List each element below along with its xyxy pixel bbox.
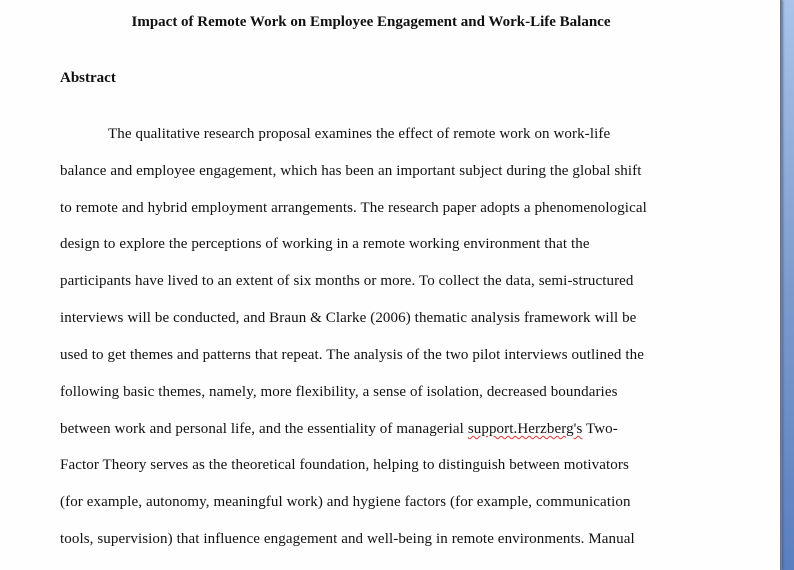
paragraph-line: participants have lived to an extent of six months or more. To collect the data, semi-structured (60, 273, 634, 289)
paragraph-line-spellcheck (60, 421, 618, 438)
workspace-background (784, 0, 794, 570)
paragraph-line: Factor Theory serves as the theoretical foundation, helping to distinguish between motivators (60, 457, 629, 473)
paragraph-line: tools, supervision) that influence engagement and well-being in remote environments. Manual (60, 531, 635, 547)
document-title: Impact of Remote Work on Employee Engagement and Work-Life Balance (131, 14, 611, 30)
paragraph-line: (for example, autonomy, meaningful work) and hygiene factors (for example, communication (60, 494, 631, 510)
paragraph-line: design to explore the perceptions of working in a remote working environment that the (60, 236, 590, 252)
spellcheck-flagged-word[interactable]: support.Herzberg's (467, 421, 583, 437)
paragraph-line: balance and employee engagement, which has been an important subject during the global shift (60, 163, 642, 179)
line-text-after: Two- (582, 421, 618, 437)
line-text-before: between work and personal life, and the essentiality of managerial (60, 421, 468, 437)
section-heading-abstract: Abstract (60, 70, 116, 86)
paragraph-line: to remote and hybrid employment arrangements. The research paper adopts a phenomenological (60, 200, 647, 216)
paragraph-line: interviews will be conducted, and Braun & Clarke (2006) thematic analysis framework will be (60, 310, 637, 326)
paragraph-line: The qualitative research proposal examines the effect of remote work on work-life (108, 126, 611, 142)
paragraph-line: following basic themes, namely, more flexibility, a sense of isolation, decreased boundaries (60, 384, 618, 400)
paragraph-line: used to get themes and patterns that repeat. The analysis of the two pilot interviews outlined the (60, 347, 644, 363)
